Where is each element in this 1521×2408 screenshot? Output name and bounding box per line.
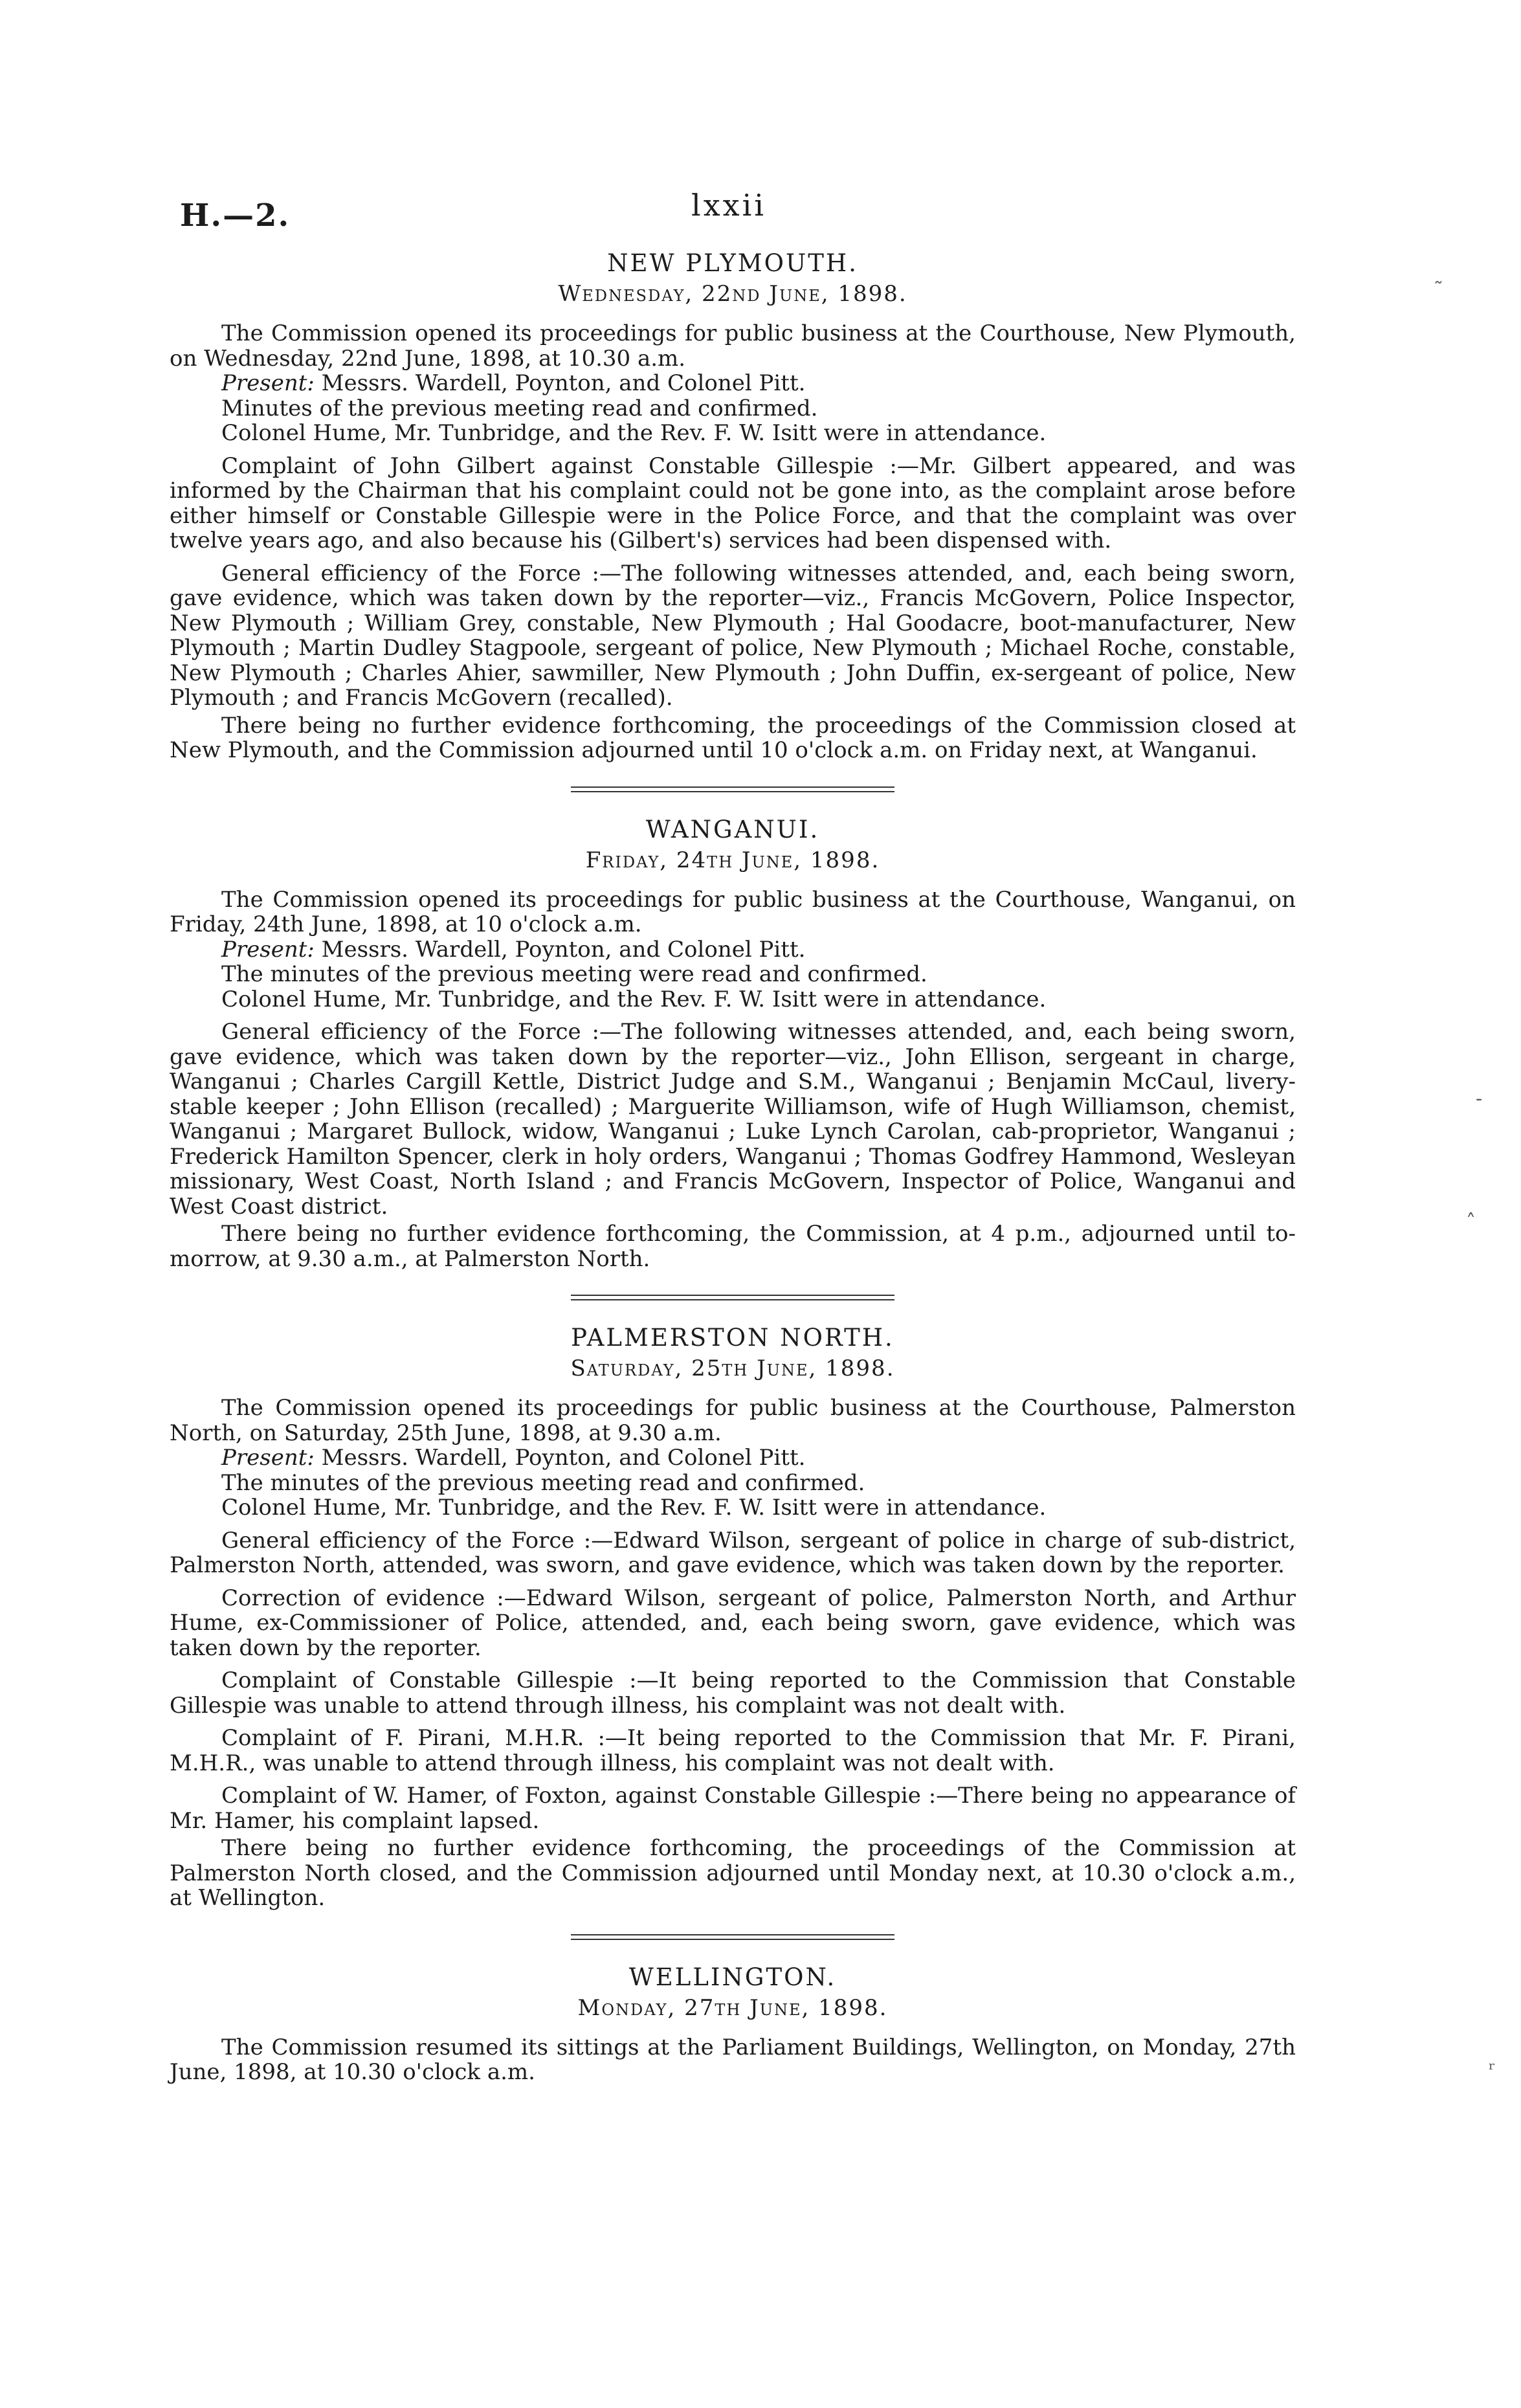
section-date: Saturday, 25th June, 1898.: [570, 1355, 895, 1381]
complaint-paragraph: Complaint of F. Pirani, M.H.R. :—It being reported to the Commission that Mr. F. Pirani, M.H.R., was unable to attend through illness, his complaint was not dealt with.: [170, 1725, 1296, 1776]
present-names: Messrs. Wardell, Poynton, and Colonel Pitt.: [314, 1445, 806, 1471]
section-wellington: [170, 1963, 1296, 2085]
section-date: Wednesday, 22nd June, 1898.: [558, 281, 907, 307]
opening-paragraph: The Commission resumed its sittings at the Parliament Buildings, Wellington, on Monday, 27th June, 1898, at 10.30 o'clock a.m.: [170, 2034, 1296, 2085]
efficiency-paragraph: General efficiency of the Force :—The following witnesses attended, and, each being sworn, gave evidence, which was taken down by the reporter—viz., John Ellison, sergeant in charge, Wanganui ; Charles Cargill Kettle, District Judge and S.M., Wanganui ; Benjamin McCaul, livery-stable keeper ; John Ellison (recalled) ; Marguerite Williamson, wife of Hugh Williamson, chemist, Wanganui ; Margaret Bullock, widow, Wanganui ; Luke Lynch Carolan, cab-proprietor, Wanganui ; Frederick Hamilton Spencer, clerk in holy orders, Wanganui ; Thomas Godfrey Hammond, Wesleyan missionary, West Coast, North Island ; and Francis McGovern, Inspector of Police, Wanganui and West Coast district.: [170, 1019, 1296, 1220]
section-wanganui: [170, 816, 1296, 1272]
section-new-plymouth: [170, 249, 1296, 763]
present-label: Present:: [221, 1445, 315, 1471]
complaint-paragraph: Complaint of Constable Gillespie :—It being reported to the Commission that Constable Gillespie was unable to attend through illness, his complaint was not dealt with.: [170, 1667, 1296, 1719]
section-place-heading: WANGANUI.: [645, 815, 820, 843]
closing-paragraph: There being no further evidence forthcoming, the proceedings of the Commission closed at New Plymouth, and the Commission adjourned until 10 o'clock a.m. on Friday next, at Wanganui.: [170, 712, 1296, 763]
scan-mark: -: [1476, 1087, 1483, 1110]
page-number: lxxii: [691, 188, 767, 223]
minutes-line: The minutes of the previous meeting were read and confirmed.: [221, 961, 927, 987]
section-date: Friday, 24th June, 1898.: [585, 847, 880, 873]
section-place-heading: NEW PLYMOUTH.: [607, 249, 858, 277]
opening-paragraph: The Commission opened its proceedings for public business at the Courthouse, Palmerston North, on Saturday, 25th June, 1898, at 9.30 a.m.: [170, 1395, 1296, 1446]
section-divider: [571, 786, 894, 792]
present-names: Messrs. Wardell, Poynton, and Colonel Pitt.: [314, 370, 806, 396]
efficiency-paragraph: General efficiency of the Force :—The following witnesses attended, and, each being sworn, gave evidence, which was taken down by the reporter—viz., Francis McGovern, Police Inspector, New Plymouth ; William Grey, constable, New Plymouth ; Hal Goodacre, boot-manufacturer, New Plymouth ; Martin Dudley Stagpoole, sergeant of police, New Plymouth ; Michael Roche, constable, New Plymouth ; Charles Ahier, sawmiller, New Plymouth ; John Duffin, ex-sergeant of police, New Plymouth ; and Francis McGovern (recalled).: [170, 560, 1296, 711]
opening-paragraph: The Commission opened its proceedings for public business at the Courthouse, Wanganui, on Friday, 24th June, 1898, at 10 o'clock a.m.: [170, 886, 1296, 937]
section-place-heading: WELLINGTON.: [628, 1963, 837, 1991]
page-content: [170, 249, 1296, 2085]
scan-mark: ʳ: [1489, 2058, 1496, 2081]
correction-paragraph: Correction of evidence :—Edward Wilson, sergeant of police, Palmerston North, and Arthur Hume, ex-Commissioner of Police, attended, and, each being sworn, gave evidence, which was taken down by the reporter.: [170, 1585, 1296, 1661]
opening-paragraph: The Commission opened its proceedings for public business at the Courthouse, New Plymouth, on Wednesday, 22nd June, 1898, at 10.30 a.m.: [170, 320, 1296, 372]
section-place-heading: PALMERSTON NORTH.: [571, 1324, 894, 1352]
efficiency-paragraph: General efficiency of the Force :—Edward Wilson, sergeant of police in charge of sub-district, Palmerston North, attended, was sworn, and gave evidence, which was taken down by the reporter.: [170, 1527, 1296, 1578]
present-line: [170, 937, 1296, 963]
attendance-line: Colonel Hume, Mr. Tunbridge, and the Rev. F. W. Isitt were in attendance.: [221, 1495, 1047, 1521]
scan-mark: ˄: [1466, 1210, 1476, 1233]
closing-paragraph: There being no further evidence forthcoming, the proceedings of the Commission at Palmerston North closed, and the Commission adjourned until Monday next, at 10.30 o'clock a.m., at Wellington.: [170, 1835, 1296, 1911]
minutes-line: The minutes of the previous meeting read and confirmed.: [221, 1469, 865, 1496]
present-label: Present:: [221, 936, 315, 963]
present-names: Messrs. Wardell, Poynton, and Colonel Pitt.: [314, 936, 806, 963]
document-id: H.—2.: [180, 197, 291, 234]
minutes-line: Minutes of the previous meeting read and confirmed.: [221, 395, 818, 421]
section-divider: [571, 1934, 894, 1940]
attendance-line: Colonel Hume, Mr. Tunbridge, and the Rev. F. W. Isitt were in attendance.: [221, 986, 1047, 1012]
attendance-line: Colonel Hume, Mr. Tunbridge, and the Rev. F. W. Isitt were in attendance.: [221, 420, 1047, 446]
section-divider: [571, 1295, 894, 1300]
closing-paragraph: There being no further evidence forthcoming, the Commission, at 4 p.m., adjourned until to-morrow, at 9.30 a.m., at Palmerston North.: [170, 1221, 1296, 1272]
complaint-paragraph: Complaint of John Gilbert against Constable Gillespie :—Mr. Gilbert appeared, and was informed by the Chairman that his complaint could not be gone into, as the complaint arose before either himself or Constable Gillespie were in the Police Force, and that the complaint was over twelve years ago, and also because his (Gilbert's) services had been dispensed with.: [170, 452, 1296, 553]
present-line: [170, 371, 1296, 396]
section-palmerston-north: [170, 1324, 1296, 1911]
section-date: Monday, 27th June, 1898.: [577, 1994, 888, 2021]
complaint-paragraph: Complaint of W. Hamer, of Foxton, against Constable Gillespie :—There being no appearance of Mr. Hamer, his complaint lapsed.: [170, 1783, 1296, 1834]
present-label: Present:: [221, 370, 315, 396]
scan-mark: ˜: [1434, 278, 1443, 301]
present-line: [170, 1445, 1296, 1471]
